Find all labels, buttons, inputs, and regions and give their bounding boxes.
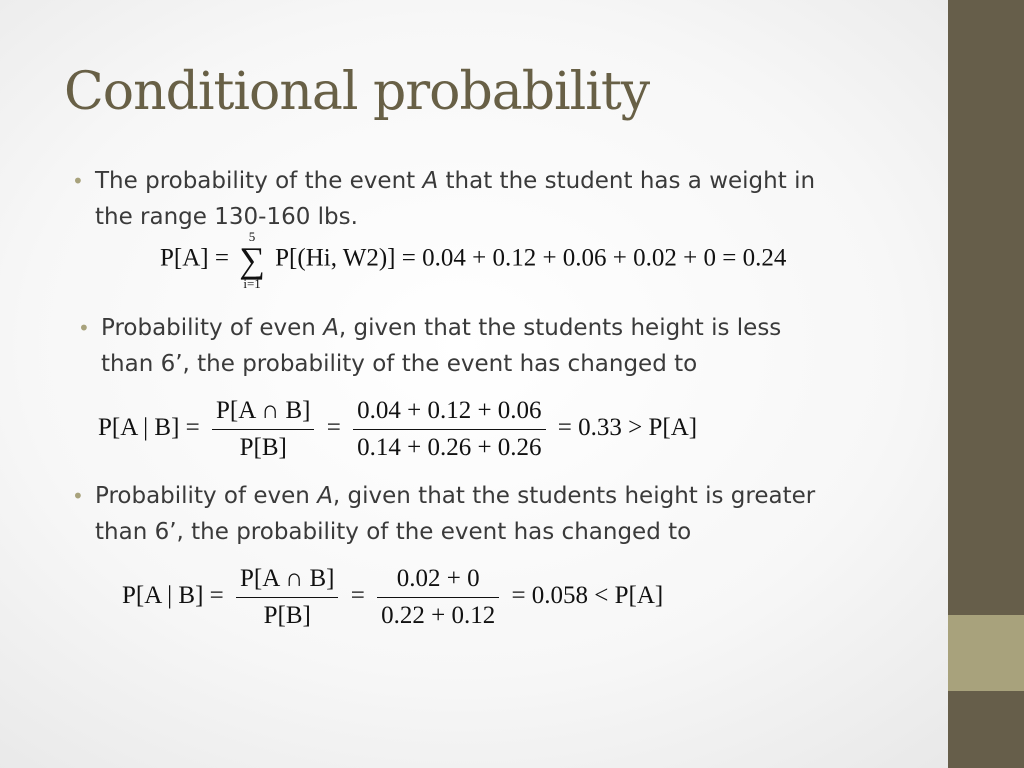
bullet-3-variable: A	[317, 483, 333, 509]
equation-1-lhs: P[A] =	[160, 244, 229, 272]
equation-3-fraction-1	[236, 565, 338, 630]
bullet-2-text-line2: than 6’, the probability of the event has changed to	[101, 351, 698, 377]
equation-3: P[A | B] = $\frac{P[A \cap B]}{P[B]}$ = $\frac{0.02 + 0}{0.22 + 0.12}$ = 0.058 < P[A]	[122, 565, 664, 629]
slide-title: Conditional probability	[64, 62, 650, 122]
bullet-3-text-pre: Probability of even	[95, 483, 318, 509]
fraction-denominator: P[B]	[239, 434, 287, 461]
bullet-3	[72, 478, 925, 550]
equation-2-fraction-1	[212, 397, 314, 462]
fraction-numerator: P[A ∩ B]	[236, 565, 338, 598]
equation-2: P[A | B] = $\frac{P[A \cap B]}{P[B]}$ = $\frac{0.04 + 0.12 + 0.06}{0.14 + 0.26 + 0.26}$ = 0.33 > P[A]	[98, 397, 698, 461]
equation-2-fraction-2	[353, 397, 545, 462]
bullet-dot-icon: •	[72, 169, 84, 193]
bullet-3-text-post: , given that the students height is greater	[332, 483, 816, 509]
bullet-2	[78, 310, 931, 382]
summation-upper-limit: 5	[248, 229, 256, 244]
bullet-2-variable: A	[323, 315, 339, 341]
fraction-denominator: 0.14 + 0.26 + 0.26	[357, 434, 542, 461]
bullet-1-text-post: that the student has a weight in	[438, 168, 816, 194]
equation-3-rhs: = 0.058 < P[A]	[511, 582, 664, 610]
fraction-denominator: P[B]	[263, 602, 311, 629]
equation-1	[160, 230, 786, 290]
bullet-2-text-pre: Probability of even	[101, 315, 324, 341]
equation-2-lhs: P[A | B] =	[98, 414, 200, 442]
sidebar-accent-block	[948, 615, 1024, 691]
equation-3-lhs: P[A | B] =	[122, 582, 224, 610]
summation-icon: 5 ∑ i=1	[239, 229, 265, 291]
equation-1-rhs: P[(Hi, W2)] = 0.04 + 0.12 + 0.06 + 0.02 + 0 = 0.24	[275, 244, 787, 272]
fraction-denominator: 0.22 + 0.12	[381, 602, 496, 629]
equation-2-rhs: = 0.33 > P[A]	[557, 414, 698, 442]
bullet-1-text-pre: The probability of the event	[95, 168, 423, 194]
bullet-3-text-line2: than 6’, the probability of the event has changed to	[95, 519, 692, 545]
bullet-2-text-post: , given that the students height is less	[338, 315, 782, 341]
bullet-1	[72, 163, 925, 235]
fraction-numerator: P[A ∩ B]	[212, 397, 314, 430]
fraction-numerator: 0.02 + 0	[377, 565, 499, 598]
equation-3-fraction-2	[377, 565, 499, 630]
summation-lower-limit: i=1	[243, 276, 261, 291]
bullet-dot-icon: •	[78, 316, 90, 340]
bullet-1-text-line2: the range 130-160 lbs.	[95, 204, 358, 230]
fraction-numerator: 0.04 + 0.12 + 0.06	[353, 397, 545, 430]
bullet-1-variable: A	[422, 168, 439, 194]
bullet-dot-icon: •	[72, 484, 84, 508]
